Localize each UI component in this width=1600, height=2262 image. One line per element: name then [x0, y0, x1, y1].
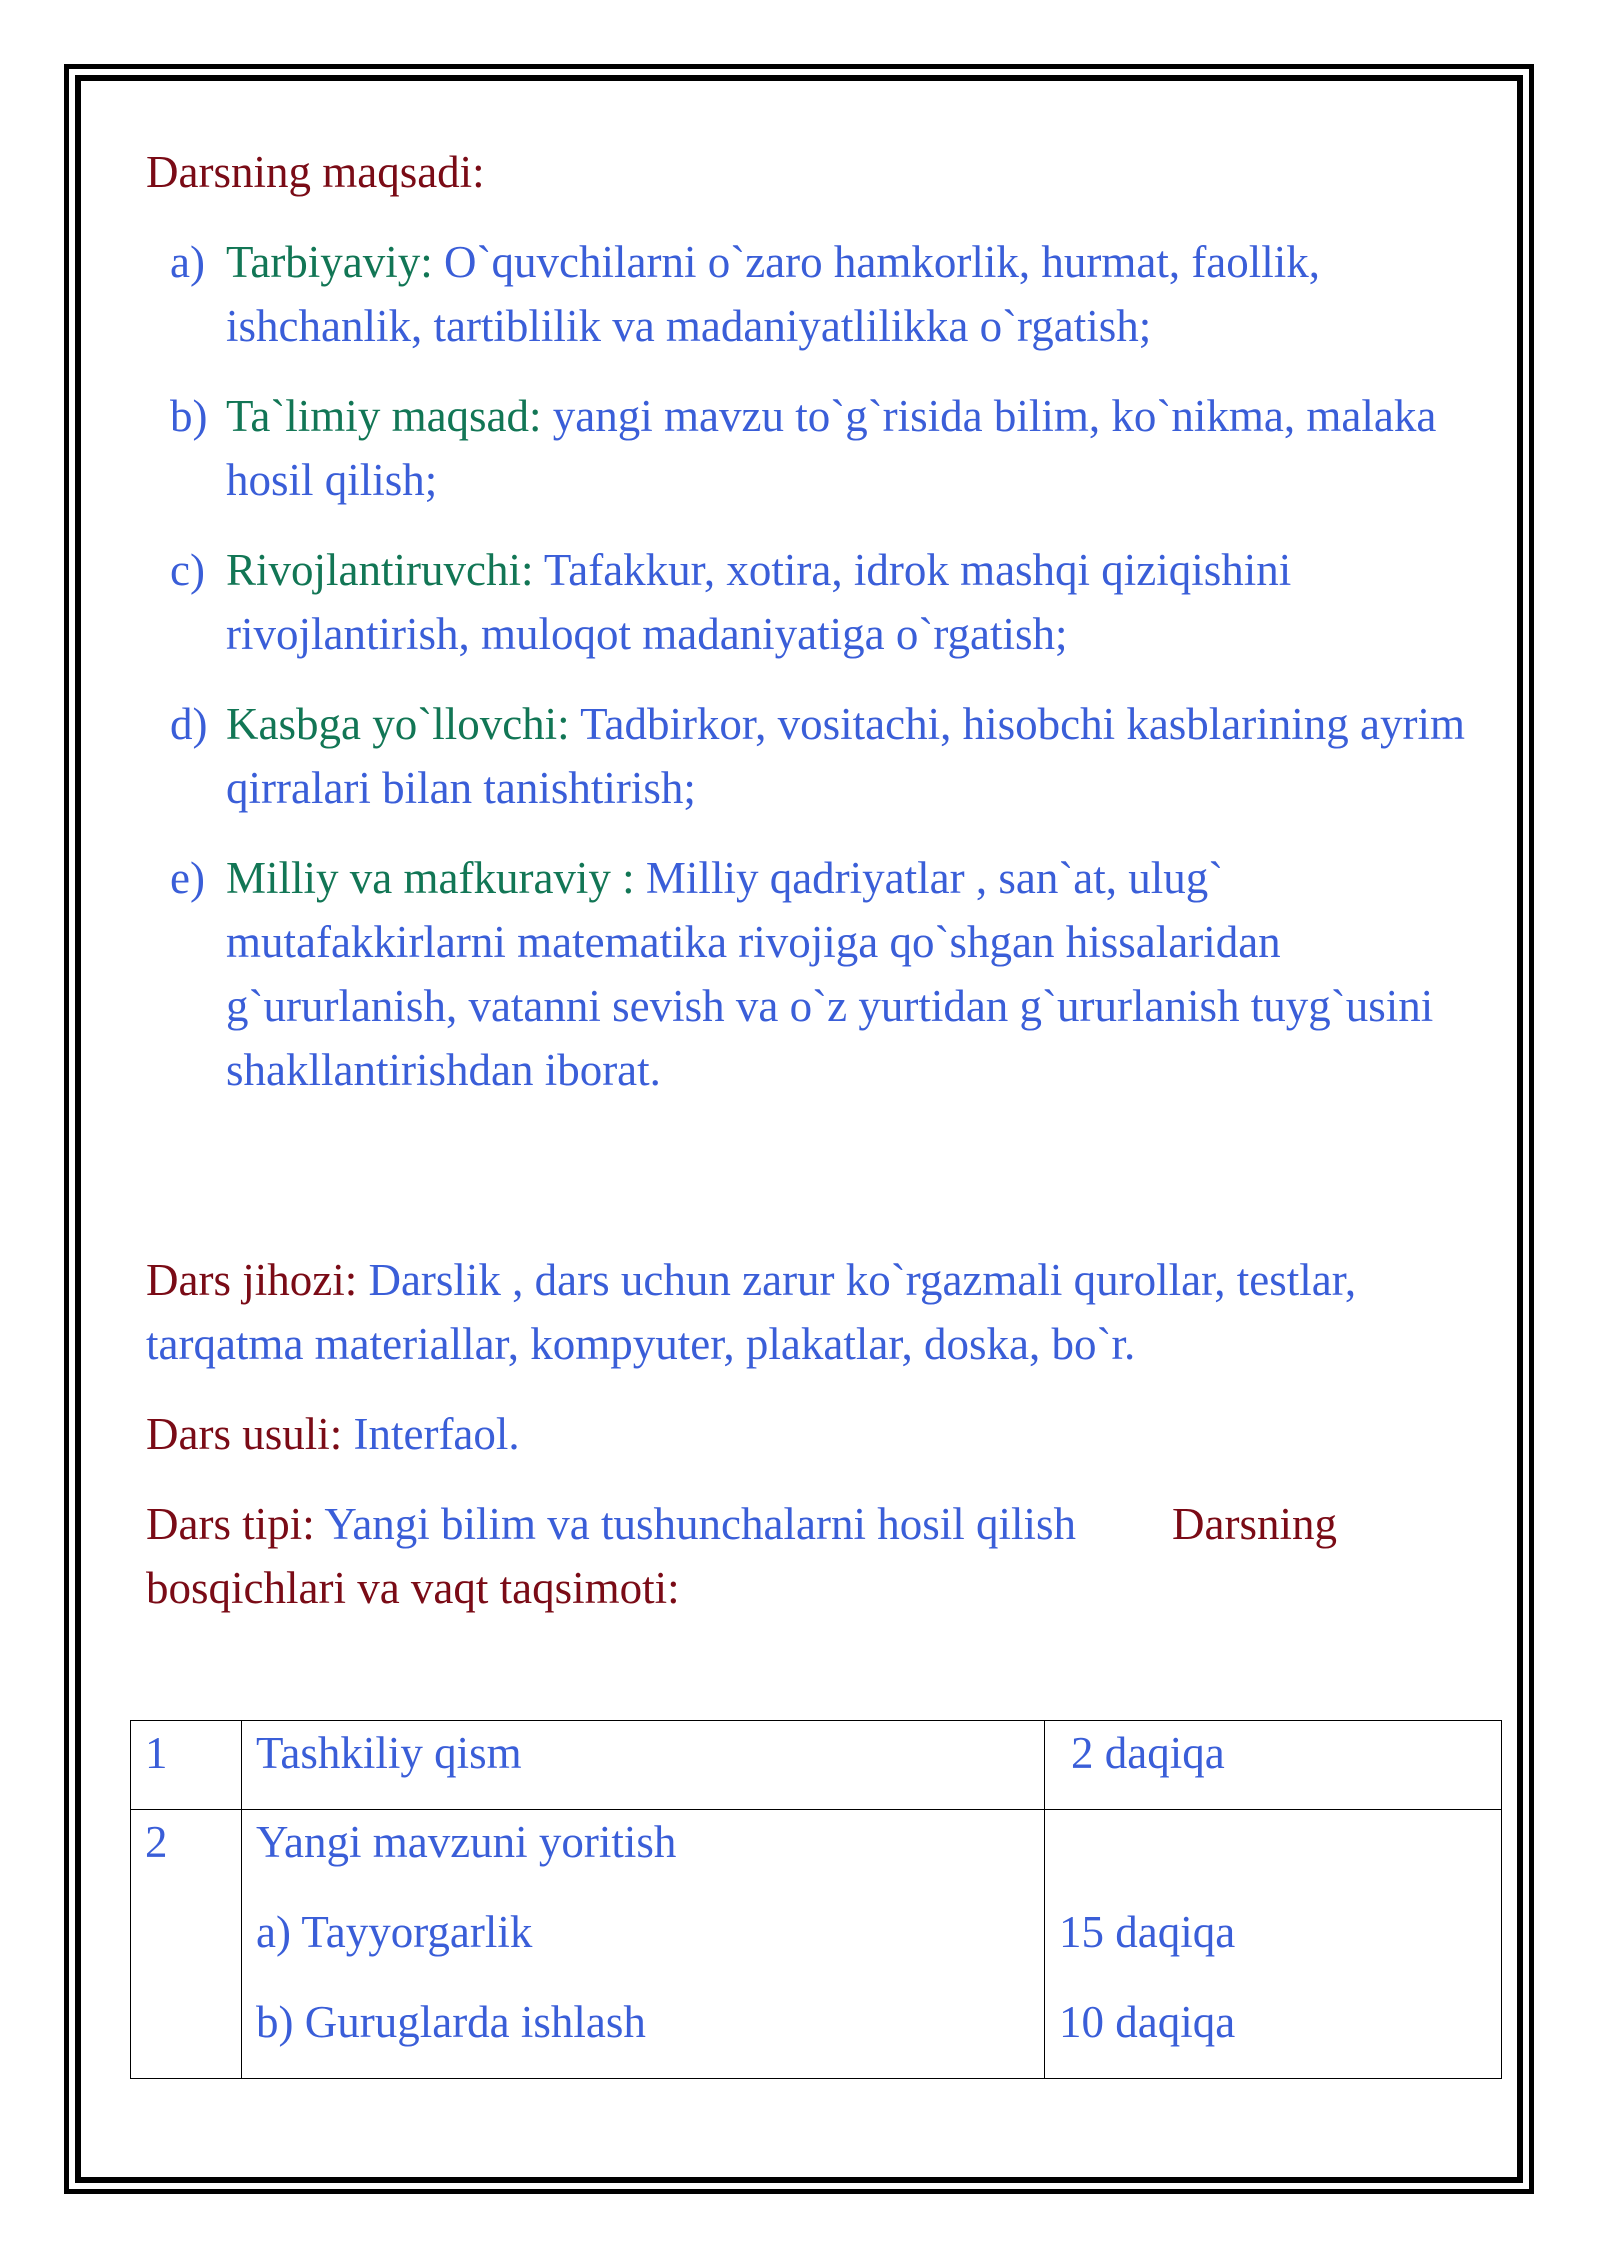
goal-text: Tafakkur, xotira, idrok mashqi qiziqishini rivojlantirish, muloqot madaniyatiga o`rgatish;: [226, 545, 1292, 659]
goal-label: Ta`limiy maqsad:: [226, 391, 542, 441]
stage-name: Yangi mavzuni yoritish: [256, 1817, 677, 1867]
goal-text: yangi mavzu to`g`risida bilim, ko`nikma, malaka hosil qilish;: [226, 391, 1437, 505]
stage-time-value: 2 daqiqa: [1071, 1728, 1225, 1778]
type-text: Yangi bilim va tushunchalarni hosil qilish: [324, 1499, 1076, 1549]
table-row: [131, 1810, 1502, 2079]
substage-name: b) Guruglarda ishlash: [256, 1997, 646, 2047]
goal-marker: d): [170, 699, 208, 749]
substage-time: 15 daqiqa: [1059, 1907, 1236, 1957]
section-spacer: [146, 1128, 1486, 1248]
stage-time: [1045, 1721, 1502, 1810]
goal-item-d: [146, 692, 1486, 820]
goal-marker: c): [170, 545, 205, 595]
stage-time-empty: [1059, 1810, 1487, 1874]
equipment-text: Darslik , dars uchun zarur ko`rgazmali qurollar, testlar, tarqatma materiallar, kompyuter, plakatlar, doska, bo`r.: [146, 1255, 1357, 1369]
goal-label: Tarbiyaviy:: [226, 237, 433, 287]
goal-text: Milliy qadriyatlar , san`at, ulug` mutafakkirlarni matematika rivojiga qo`shgan hissalaridan g`ururlanish, vatanni sevish va o`z yurtidan g`ururlanish tuyg`usini shakllantirishdan iborat.: [226, 853, 1434, 1095]
goal-label: Milliy va mafkuraviy :: [226, 853, 635, 903]
goal-marker: e): [170, 853, 205, 903]
goals-list: [146, 230, 1486, 1102]
equipment-label: Dars jihozi:: [146, 1255, 358, 1305]
substage-name: a) Tayyorgarlik: [256, 1907, 533, 1957]
goal-label: Kasbga yo`llovchi:: [226, 699, 570, 749]
goal-text: Tadbirkor, vositachi, hisobchi kasblarining ayrim qirralari bilan tanishtirish;: [226, 699, 1465, 813]
goals-heading: Darsning maqsadi:: [146, 147, 485, 197]
table-row: [131, 1721, 1502, 1810]
goal-marker: b): [170, 391, 208, 441]
goal-item-c: [146, 538, 1486, 666]
goal-text: O`quvchilarni o`zaro hamkorlik, hurmat, faollik, ishchanlik, tartiblilik va madaniyatlilikka o`rgatish;: [226, 237, 1321, 351]
goal-item-a: [146, 230, 1486, 358]
method-paragraph: [146, 1402, 1486, 1466]
stages-heading: Darsning bosqichlari va vaqt taqsimoti:: [146, 1499, 1337, 1613]
document-content: [146, 140, 1486, 1646]
method-text: Interfaol.: [353, 1409, 520, 1459]
substage-time: 10 daqiqa: [1059, 1997, 1236, 2047]
stage-number: 2: [131, 1810, 242, 2079]
type-paragraph: [146, 1492, 1486, 1620]
stages-table: [130, 1720, 1502, 2079]
goal-label: Rivojlantiruvchi:: [226, 545, 534, 595]
goal-marker: a): [170, 237, 205, 287]
stage-number: 1: [131, 1721, 242, 1810]
stage-time-cell: [1045, 1810, 1502, 2079]
goal-item-e: [146, 846, 1486, 1102]
equipment-paragraph: [146, 1248, 1486, 1376]
goal-item-b: [146, 384, 1486, 512]
stage-name-cell: [242, 1810, 1045, 2079]
type-label: Dars tipi:: [146, 1499, 315, 1549]
stage-name: Tashkiliy qism: [242, 1721, 1045, 1810]
method-label: Dars usuli:: [146, 1409, 343, 1459]
